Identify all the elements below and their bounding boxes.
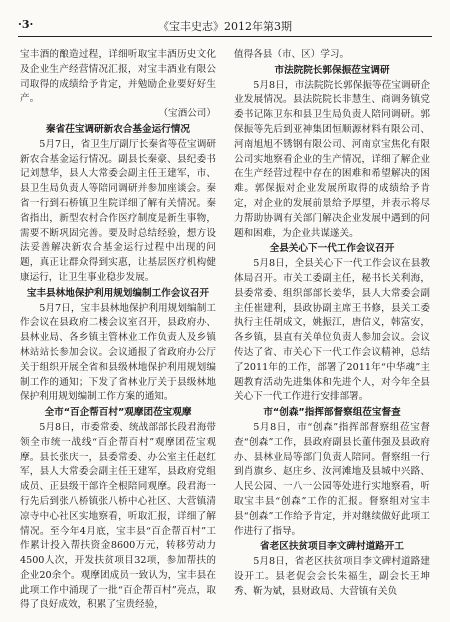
paragraph-road-project: 5月8日，省老区扶贫项目李文碑村道路建设开工。县老促会会长朱福生，副会长王坤秀、靳为斌，县财政局、大营镇有关负 [234, 556, 430, 597]
paragraph-next-generation: 5月8日，全县关心下一代工作会议在县教体局召开。市关工委副主任，秘书长关利海，县委常委、组织部部长姜华，县人大常委会副主任崔建利，县政协副主席王书修，县关工委执行主任胡成文，姚振江，唐信义，韩富安，各乡镇，县直有关单位负责人参加会议。会议传达了省、市关心下一代工作会议精神，总结了2011年的工作，部署了2011年“中华魂”主题教育活动先进集体和先进个人，对今年全县关心下一代工作进行安排部署。 [234, 258, 430, 403]
paragraph-hundred-firms: 5月8日，市委常委、统战部部长段君海带领全市统一战线“百企帮百村”观摩团莅宝观摩。县长张庆一，县委常委、办公室主任赵红军，县人大常委会副主任王建军，县政府党组成员、正县级干部许全根陪同观摩。段君海一行先后到张八桥镇张八桥中心社区、大营镇清凉寺中心社区实地察看，听取汇报，详细了解情况。至今年4月底，宝丰县“百企帮百村”工作累计投入帮扶资金8600万元，转移劳动力4500人次，开发扶贫项目32项，参加帮扶的企业20余个。观摩团成员一致认为，宝丰县在此项工作中涌现了一批“百企帮百村”亮点，取得了良好成效，积累了宝贵经验， [20, 421, 216, 611]
section-heading-next-generation: 全县关心下一代工作会议召开 [269, 243, 395, 255]
paragraph-forest-planning: 5月7日，宝丰县林地保护利用规划编制工作会议在县政府二楼会议室召开，县政府办、县林业局、各乡镇主管林业工作负责人及乡镇林站站长参加会议。会议通报了省政府办公厅关于组织开展全省和县级林地保护利用规划编制工作的通知；下发了省林业厅关于县级林地保护利用规划编制工作方案的通知。 [20, 302, 216, 403]
section-heading-hundred-firms: 全市“百企帮百村”观摩团莅宝观摩 [44, 407, 192, 419]
left-column [20, 48, 216, 613]
paragraph-continued: 宝丰酒的酿造过程，详细听取宝丰酒历史文化及企业生产经营情况汇报，对宝丰酒业有限公司取得的成绩给予肯定，并勉励企业要好好生产。 [20, 49, 216, 105]
paragraph-court-visit: 5月8日，市法院院长郭保振等莅宝调研企业发展情况。县法院院长非慧生、商调务镇党委书记陈卫东和县卫生局负责人陪同调研。郭保振等先后到亚神集团恒顺源材料有限公司、河南旭旭不锈钢有限公司、河南京宝焦化有限公司实地察看企业的生产情况，详细了解企业在生产经营过程中存在的困难和希望解决的困难。郭保振对企业发展所取得的成绩给予肯定，对企业的发展前景给予厚望，并表示将尽力帮助协调有关部门解决企业发展中遇到的问题和困难，为企业共谋遂关。 [234, 79, 430, 239]
section-heading-court-visit: 市法院院长郭保振莅宝调研 [274, 64, 390, 76]
section-heading-road-project: 省老区扶贫项目李文碑村道路开工 [260, 541, 404, 553]
paragraph-continued-right: 值得各县（市、区）学习。 [234, 49, 350, 60]
section-heading-new-rural-coop: 秦省茌宝调研新农合基金运行情况 [46, 123, 190, 135]
page-header [18, 10, 432, 37]
right-column [234, 48, 430, 599]
paragraph-new-rural-coop: 5月7日，省卫生厅副厅长秦省等莅宝调研新农合基金运行情况。副县长秦豪、县纪委书记刘慧华，县人大常委会副主任王建军，市、县卫生局负责人等陪同调研并参加座谈会。秦省一行到石桥镇卫生院详细了解有关情况。秦省指出，新型农村合作医疗制度是新生事物，需要不断巩固完善。要及时总结经验，想方设法妥善解决新农合基金运行过程中出现的问题，真正让群众得到实惠，让基层医疗机构健康运行，让卫生事业稳步发展。 [20, 138, 216, 283]
section-heading-forest-inspection: 市“创森”指挥部督察组莅宝督查 [263, 407, 401, 419]
journal-title: 《宝丰史志》2012年第3期 [158, 20, 292, 33]
source-note: （宝酒公司） [158, 108, 216, 120]
page-number: ·3· [18, 18, 34, 31]
section-heading-forest-planning: 宝丰县林地保护利用规划编制工作会议召开 [26, 287, 210, 299]
paragraph-forest-inspection: 5月8日，市“创森”指挥部督察组莅宝督查“创森”工作，县政府副县长董伟强及县政府办、县林业局等部门负责人陪同。督察组一行到肖旗乡、赵庄乡、汝河滩地及县城中兴路、人民公园、一八一公园等处进行实地察看，听取宝丰县“创森”工作的汇报。督察组对宝丰县“创森”工作给予肯定，并对继续做好此项工作进行了指导。 [234, 421, 430, 537]
